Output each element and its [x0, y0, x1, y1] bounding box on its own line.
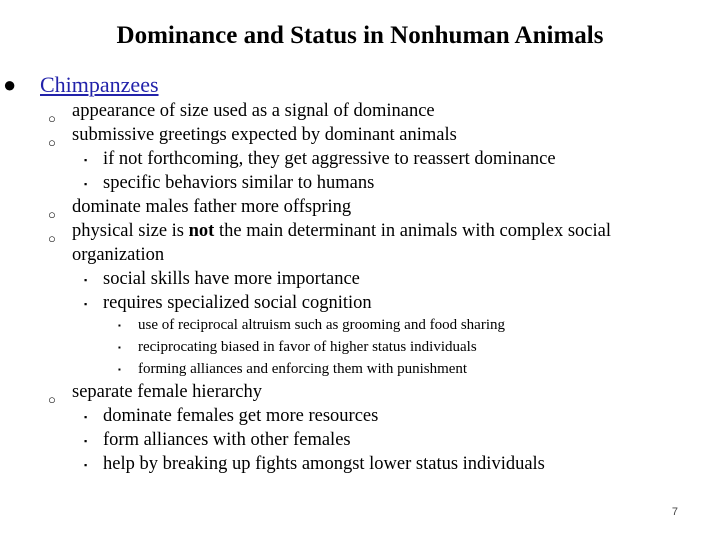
list-item-continuation: organization	[72, 245, 165, 265]
list-item: dominate males father more offspring	[72, 197, 352, 217]
bullet-level-3: ▪	[84, 155, 88, 165]
bullet-level-4: ▪	[118, 321, 121, 330]
list-item: help by breaking up fights amongst lower status individuals	[103, 454, 545, 474]
list-item: social skills have more importance	[103, 269, 360, 289]
bullet-level-4: ▪	[118, 343, 121, 352]
bullet-level-3: ▪	[84, 179, 88, 189]
bullet-level-3: ▪	[84, 299, 88, 309]
bullet-level-2: ○	[48, 392, 56, 407]
list-item: forming alliances and enforcing them with punishment	[138, 361, 468, 377]
list-item: form alliances with other females	[103, 430, 351, 450]
list-item: appearance of size used as a signal of dominance	[72, 101, 435, 121]
list-item: dominate females get more resources	[103, 406, 379, 426]
bullet-level-2: ○	[48, 207, 56, 222]
bullet-level-3: ▪	[84, 436, 88, 446]
list-item: use of reciprocal altruism such as grooming and food sharing	[138, 317, 505, 333]
bullet-level-2: ○	[48, 135, 56, 150]
bullet-level-4: ▪	[118, 365, 121, 374]
list-item	[72, 221, 611, 242]
list-item: reciprocating biased in favor of higher status individuals	[138, 339, 477, 355]
list-item: if not forthcoming, they get aggressive to reassert dominance	[103, 149, 556, 169]
list-item: submissive greetings expected by dominant animals	[72, 125, 457, 145]
heading-chimpanzees[interactable]: Chimpanzees	[40, 72, 159, 97]
list-item: specific behaviors similar to humans	[103, 173, 375, 193]
bullet-level-3: ▪	[84, 460, 88, 470]
bullet-level-1: ●	[3, 72, 17, 97]
bullet-level-3: ▪	[84, 412, 88, 422]
bullet-level-2: ○	[48, 111, 56, 126]
text-segment: the main determinant in animals with complex social	[214, 221, 611, 241]
page-number: 7	[671, 506, 678, 518]
bullet-level-3: ▪	[84, 275, 88, 285]
list-item: separate female hierarchy	[72, 382, 263, 402]
text-segment: physical size is	[72, 221, 189, 241]
bullet-level-2: ○	[48, 231, 56, 246]
emphasis-not: not	[188, 221, 215, 241]
list-item: requires specialized social cognition	[103, 293, 372, 313]
slide-title: Dominance and Status in Nonhuman Animals	[116, 22, 604, 49]
